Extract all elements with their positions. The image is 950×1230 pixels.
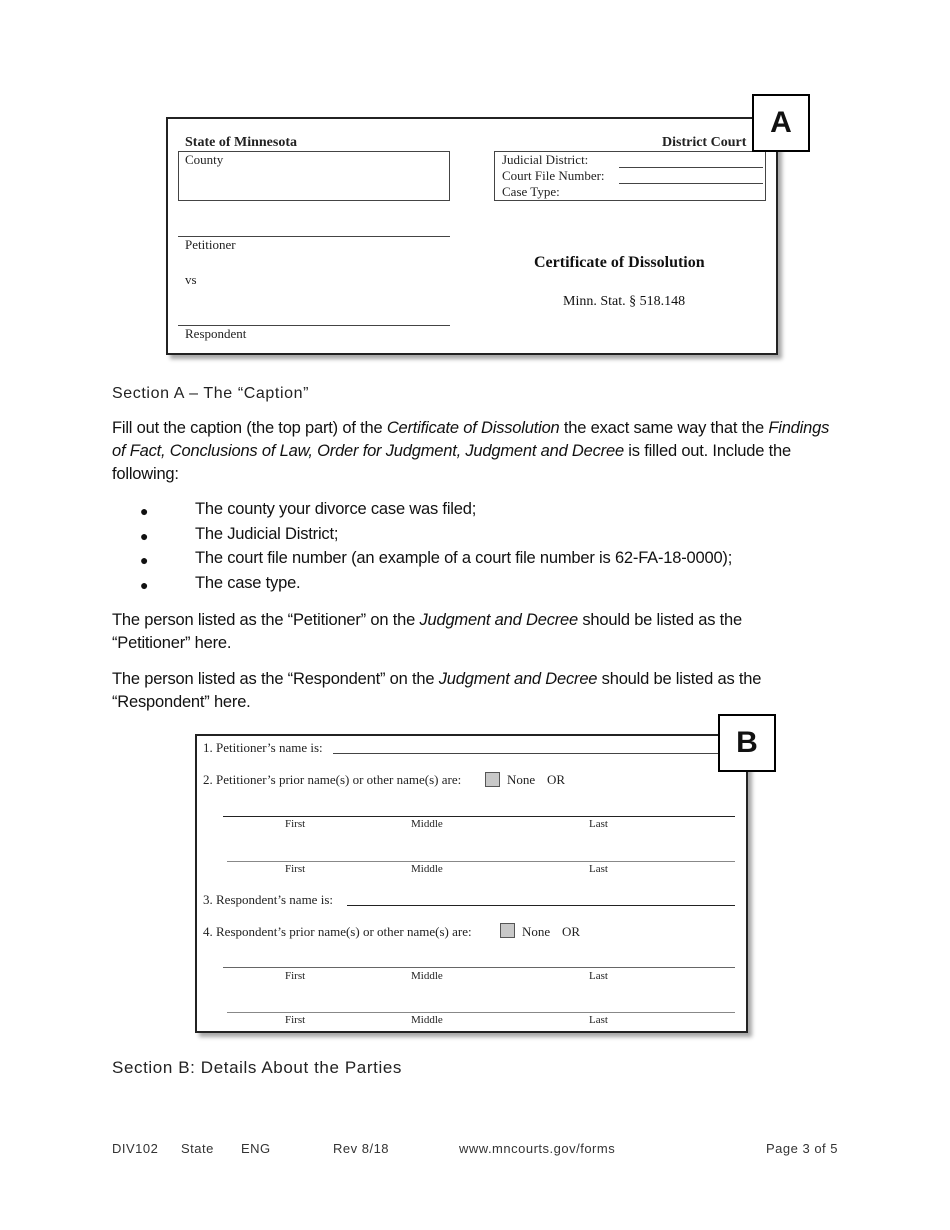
section-a-heading: Section A – The “Caption” — [112, 385, 310, 402]
petitioner-paragraph — [112, 609, 792, 655]
respondent-label: Respondent — [185, 326, 247, 341]
bullet-dot: ● — [140, 528, 149, 544]
respondent-name-label: 3. Respondent’s name is: — [203, 892, 333, 907]
court-file-number-label: Court File Number: — [502, 168, 605, 183]
section-b-heading: Section B: Details About the Parties — [112, 1058, 402, 1077]
statute-citation: Minn. Stat. § 518.148 — [563, 294, 686, 309]
list-item: The Judicial District; — [195, 525, 339, 543]
case-type-label: Case Type: — [502, 184, 560, 199]
footer-form-id: DIV102 — [112, 1141, 159, 1156]
document-title: Certificate of Dissolution — [534, 254, 705, 271]
last-name-caption: Last — [589, 1014, 608, 1026]
county-box — [178, 151, 450, 201]
respondent-none-checkbox — [500, 923, 515, 938]
respondent-or-label: OR — [562, 924, 581, 939]
judicial-district-line — [619, 167, 763, 168]
list-item: The case type. — [195, 574, 301, 592]
petitioner-doc-name: Judgment and Decree — [419, 611, 578, 629]
figure-a-caption-sample — [166, 117, 778, 355]
state-label: State of Minnesota — [185, 135, 297, 150]
first-name-caption: First — [285, 1014, 306, 1026]
respondent-text-2: should be listed as the “Respondent” here. — [112, 670, 762, 711]
respondent-paragraph — [112, 668, 792, 714]
respondent-prior-name-line-2 — [227, 1012, 735, 1013]
respondent-prior-names-label: 4. Respondent’s prior name(s) or other name(s) are: — [203, 924, 472, 939]
intro-text-2: the exact same way that the — [559, 419, 769, 437]
footer-language: ENG — [241, 1141, 271, 1156]
petitioner-text-1: The person listed as the “Petitioner” on the — [112, 611, 420, 629]
intro-doc-name: Certificate of Dissolution — [386, 419, 560, 437]
last-name-caption: Last — [589, 818, 608, 830]
respondent-text-1: The person listed as the “Respondent” on the — [112, 670, 439, 688]
section-a-intro — [112, 417, 832, 486]
court-file-number-line — [619, 183, 763, 184]
petitioner-none-checkbox — [485, 772, 500, 787]
petitioner-text-2: should be listed as the “Petitioner” here. — [112, 611, 742, 652]
intro-text-3: is filled out. Include the following: — [112, 442, 791, 483]
figure-a-tag: A — [752, 94, 810, 152]
petitioner-prior-names-label: 2. Petitioner’s prior name(s) or other name(s) are: — [203, 772, 462, 787]
respondent-prior-name-line-1 — [223, 967, 735, 968]
intro-findings-name: Findings of Fact, Conclusions of Law, Order for Judgment, Judgment and Decree — [112, 419, 830, 460]
petitioner-none-label: None — [507, 772, 536, 787]
figure-b-tag: B — [718, 714, 776, 772]
petitioner-name-label: 1. Petitioner’s name is: — [203, 740, 323, 755]
case-info-box — [494, 151, 766, 201]
first-name-caption: First — [285, 863, 306, 875]
judicial-district-label: Judicial District: — [502, 152, 589, 167]
court-label: District Court — [662, 135, 747, 150]
first-name-caption: First — [285, 970, 306, 982]
list-item: The court file number (an example of a court file number is 62-FA-18-0000); — [195, 549, 733, 567]
bullet-dot: ● — [140, 552, 149, 568]
petitioner-label: Petitioner — [185, 237, 236, 252]
footer-url-link[interactable]: www.mncourts.gov/forms — [459, 1141, 616, 1156]
bullet-dot: ● — [140, 577, 149, 593]
petitioner-prior-name-line-2 — [227, 861, 735, 862]
middle-name-caption: Middle — [411, 1014, 443, 1026]
petitioner-or-label: OR — [547, 772, 566, 787]
footer-jurisdiction: State — [181, 1141, 214, 1156]
county-label: County — [185, 152, 224, 167]
figure-b-parties-sample — [195, 734, 748, 1033]
middle-name-caption: Middle — [411, 970, 443, 982]
list-item: The county your divorce case was filed; — [195, 500, 477, 518]
footer-page-number: Page 3 of 5 — [766, 1141, 838, 1156]
first-name-caption: First — [285, 818, 306, 830]
vs-label: vs — [185, 272, 197, 287]
respondent-none-label: None — [522, 924, 551, 939]
petitioner-name-line — [333, 753, 733, 754]
last-name-caption: Last — [589, 970, 608, 982]
respondent-doc-name: Judgment and Decree — [438, 670, 598, 688]
middle-name-caption: Middle — [411, 863, 443, 875]
bullet-dot: ● — [140, 503, 149, 519]
intro-text-1: Fill out the caption (the top part) of the — [112, 419, 387, 437]
middle-name-caption: Middle — [411, 818, 443, 830]
footer-revision: Rev 8/18 — [333, 1141, 390, 1156]
respondent-name-line — [347, 905, 735, 906]
last-name-caption: Last — [589, 863, 608, 875]
petitioner-prior-name-line-1 — [223, 816, 735, 817]
